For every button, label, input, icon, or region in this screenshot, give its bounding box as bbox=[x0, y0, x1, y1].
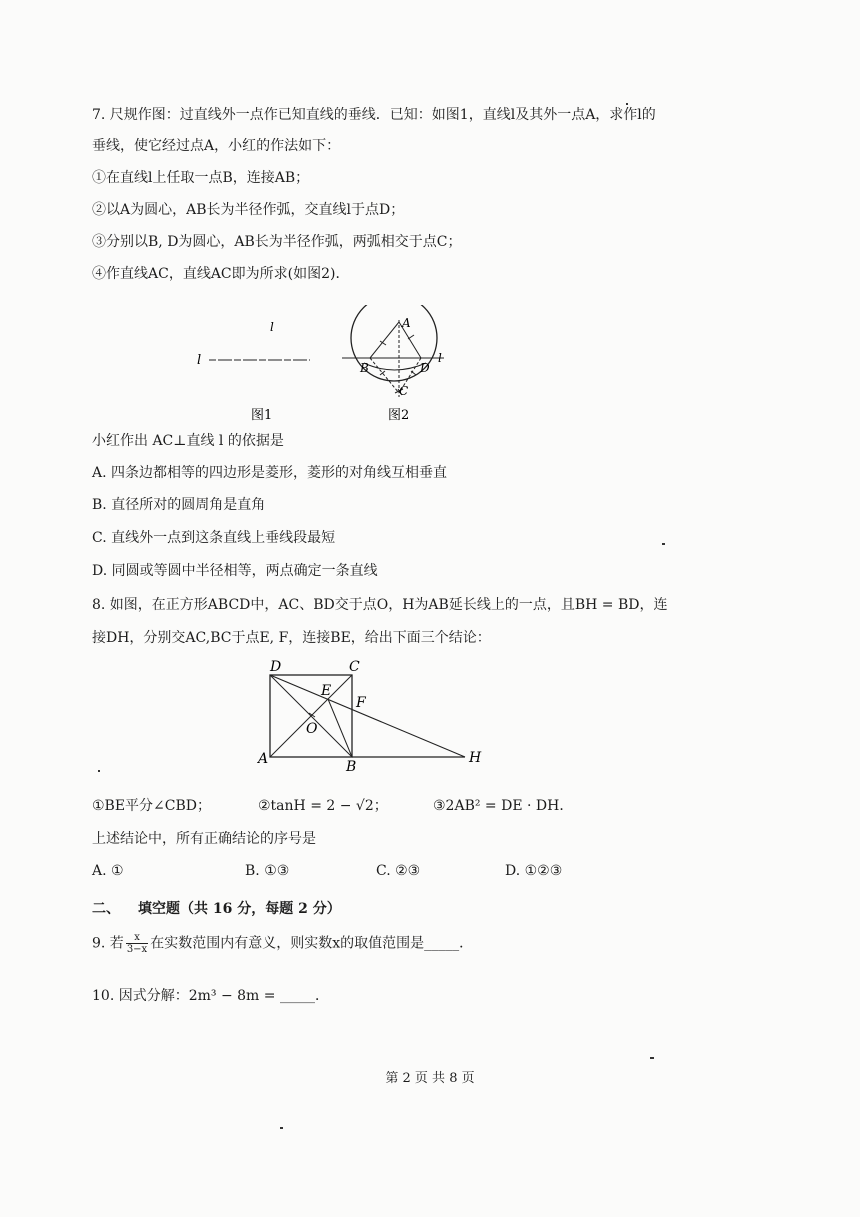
q9-suffix: 在实数范围内有意义，则实数x的取值范围是_____． bbox=[150, 935, 474, 952]
fig1-caption: 图1 bbox=[251, 408, 273, 423]
sq-label-a: A bbox=[258, 751, 269, 767]
scan-speck bbox=[98, 770, 100, 772]
fig1-point-mark: l bbox=[270, 320, 274, 334]
q7-option-c: C. 直线外一点到这条直线上垂线段最短 bbox=[92, 530, 336, 546]
fig2-label-a: A bbox=[402, 316, 411, 330]
figure-square bbox=[255, 655, 495, 775]
section-title: 填空题（共 16 分，每题 2 分） bbox=[138, 901, 341, 917]
fig2-label-l: l bbox=[438, 351, 442, 365]
q8-option-c: C. ②③ bbox=[376, 863, 421, 879]
q8-line1: 8. 如图，在正方形ABCD中，AC、BD交于点O，H为AB延长线上的一点，且BH = BD，连 bbox=[92, 597, 668, 613]
q7-step1: ①在直线l上任取一点B，连接AB； bbox=[92, 170, 310, 186]
q8-option-b: B. ①③ bbox=[245, 863, 290, 879]
sq-label-h: H bbox=[469, 750, 482, 766]
page-footer: 第 2 页 共 8 页 bbox=[385, 1071, 475, 1086]
sq-label-o: O bbox=[306, 721, 318, 737]
sq-label-c: C bbox=[349, 659, 360, 675]
fig1-line-label: l bbox=[197, 353, 202, 368]
figure-1 bbox=[195, 315, 320, 425]
figure-2 bbox=[336, 305, 461, 427]
q7-line2: 垂线，使它经过点A，小红的作法如下： bbox=[92, 138, 341, 154]
sq-label-d: D bbox=[270, 659, 282, 675]
q8-question: 上述结论中，所有正确结论的序号是 bbox=[92, 831, 316, 847]
q7-step2: ②以A为圆心，AB长为半径作弧，交直线l于点D； bbox=[92, 202, 405, 218]
fig2-label-c: C bbox=[399, 384, 409, 398]
q7-option-d: D. 同圆或等圆中半径相等，两点确定一条直线 bbox=[92, 563, 378, 579]
fig2-caption: 图2 bbox=[388, 408, 410, 423]
q9-fraction bbox=[126, 932, 148, 955]
q7-step3: ③分别以B, D为圆心，AB长为半径作弧，两弧相交于点C； bbox=[92, 234, 462, 250]
q10-line: 10. 因式分解：2m³ − 8m = _____． bbox=[92, 988, 329, 1004]
q9-frac-num: x bbox=[126, 932, 148, 944]
q9-prefix: 9. 若 bbox=[92, 935, 124, 952]
sq-label-b: B bbox=[346, 759, 357, 775]
q7-option-a: A. 四条边都相等的四边形是菱形，菱形的对角线互相垂直 bbox=[92, 465, 448, 481]
q7-line1: 7. 尺规作图：过直线外一点作已知直线的垂线．已知：如图1，直线l及其外一点A，求作l的 bbox=[92, 107, 656, 123]
q9-frac-den: 3−x bbox=[126, 944, 148, 955]
q7-option-b: B. 直径所对的圆周角是直角 bbox=[92, 497, 266, 513]
sq-label-e: E bbox=[321, 683, 332, 699]
sq-label-f: F bbox=[356, 695, 366, 711]
section-number: 二、 bbox=[92, 901, 120, 917]
scan-speck bbox=[626, 103, 628, 105]
q7-question: 小红作出 AC⊥直线 l 的依据是 bbox=[92, 433, 284, 449]
scan-speck bbox=[650, 1057, 654, 1059]
q8-option-d: D. ①②③ bbox=[505, 863, 563, 879]
q8-option-a: A. ① bbox=[92, 863, 124, 879]
scan-speck bbox=[662, 543, 665, 545]
q8-conclusion-3: ③2AB² = DE · DH． bbox=[433, 798, 574, 814]
q8-conclusion-2: ②tanH = 2 − √2； bbox=[258, 798, 388, 814]
fig2-label-d: D bbox=[420, 361, 430, 375]
q7-step4: ④作直线AC，直线AC即为所求(如图2)． bbox=[92, 266, 350, 282]
fig2-label-b: B bbox=[360, 361, 369, 375]
q8-conclusion-1: ①BE平分∠CBD； bbox=[92, 798, 212, 814]
q8-line2: 接DH，分别交AC,BC于点E, F，连接BE，给出下面三个结论： bbox=[92, 630, 491, 646]
scan-speck bbox=[280, 1127, 283, 1129]
q9-line bbox=[92, 932, 473, 955]
